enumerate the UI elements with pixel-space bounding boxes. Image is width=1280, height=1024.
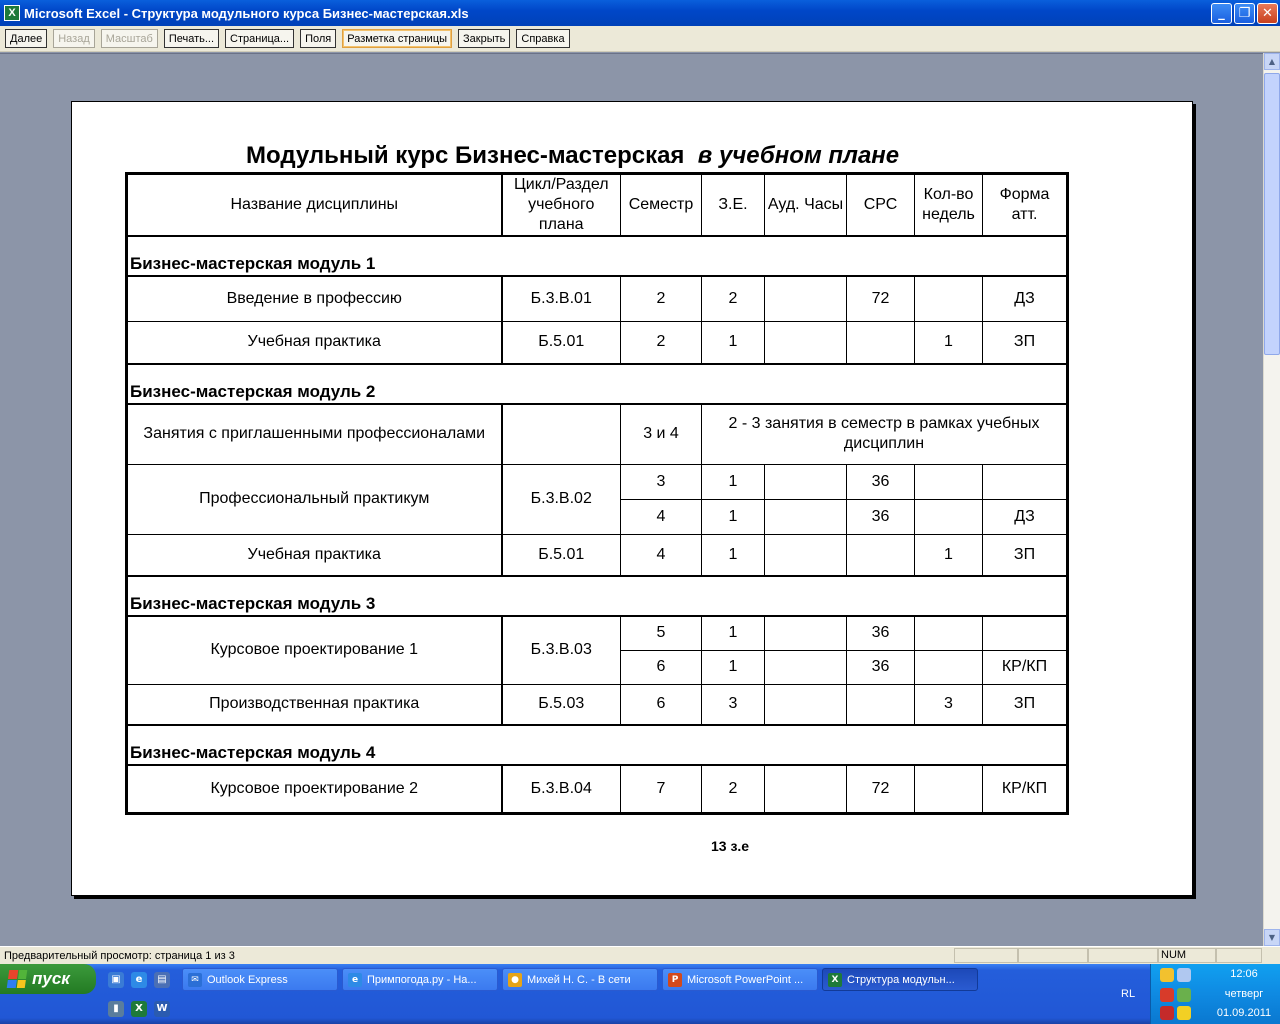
task-browser[interactable] <box>342 968 498 991</box>
cell-weeks <box>915 616 983 650</box>
word-quicklaunch-icon[interactable]: W <box>154 1001 170 1017</box>
cell-form <box>983 464 1068 499</box>
curriculum-table <box>125 172 1069 815</box>
sheet-title-bold: Модульный курс Бизнес-мастерская <box>246 142 685 169</box>
task-excel[interactable] <box>822 968 978 991</box>
security-tray-icon[interactable] <box>1160 988 1174 1002</box>
header-srs: СРС <box>847 174 915 237</box>
language-indicator[interactable]: RL <box>1121 988 1136 1000</box>
margins-button[interactable]: Поля <box>300 29 336 48</box>
task-label: Михей Н. С. - В сети <box>527 973 631 986</box>
cell-form: ДЗ <box>983 499 1068 534</box>
start-label: пуск <box>32 969 70 988</box>
module-row <box>127 725 1068 765</box>
cell-weeks: 3 <box>915 684 983 725</box>
scroll-down-icon[interactable]: ▼ <box>1264 929 1280 946</box>
cell-code: Б.5.01 <box>502 321 621 364</box>
cell-code: Б.3.В.04 <box>502 765 621 813</box>
cell-ze: 1 <box>702 321 765 364</box>
clock-day: четверг <box>1224 988 1264 1000</box>
cell-srs: 72 <box>847 276 915 321</box>
preview-toolbar <box>0 26 1280 52</box>
cell-semester: 7 <box>621 765 702 813</box>
previous-button[interactable]: Назад <box>53 29 95 48</box>
cell-aud <box>765 464 847 499</box>
cell-aud <box>765 616 847 650</box>
explorer-quicklaunch-icon[interactable]: ▤ <box>154 972 170 988</box>
header-discipline: Название дисциплины <box>127 174 502 237</box>
module-row <box>127 364 1068 404</box>
network-tray-icon[interactable] <box>1160 968 1174 982</box>
window-titlebar <box>0 0 1280 26</box>
task-label: Outlook Express <box>207 973 288 986</box>
cell-ze: 1 <box>702 464 765 499</box>
cell-discipline: Занятия с приглашенными профессионалами <box>127 404 502 464</box>
header-cycle: Цикл/Раздел учебного плана <box>502 174 621 237</box>
table-row <box>127 464 1068 499</box>
page-setup-button[interactable]: Страница... <box>225 29 294 48</box>
status-cell <box>1088 948 1158 963</box>
print-button[interactable]: Печать... <box>164 29 219 48</box>
table-row <box>127 321 1068 364</box>
start-button[interactable] <box>0 964 96 994</box>
window-title: Microsoft Excel - Структура модульного курса Бизнес-мастерская.xls <box>24 5 469 21</box>
table-row <box>127 404 1068 464</box>
cell-discipline: Производственная практика <box>127 684 502 725</box>
display-tray-icon[interactable] <box>1177 968 1191 982</box>
cell-discipline: Учебная практика <box>127 534 502 576</box>
module-row <box>127 236 1068 276</box>
clock-date: 01.09.2011 <box>1216 1007 1272 1019</box>
cell-ze: 2 <box>702 276 765 321</box>
cell-semester: 4 <box>621 499 702 534</box>
table-row <box>127 534 1068 576</box>
help-button[interactable]: Справка <box>516 29 569 48</box>
next-button[interactable]: Далее <box>5 29 47 48</box>
cell-code: Б.3.В.01 <box>502 276 621 321</box>
cell-ze: 1 <box>702 499 765 534</box>
status-bar <box>0 946 1280 964</box>
cell-ze: 3 <box>702 684 765 725</box>
cell-discipline: Учебная практика <box>127 321 502 364</box>
app-quicklaunch-icon[interactable]: ▮ <box>108 1001 124 1017</box>
task-label: Примпогода.ру - На... <box>367 973 477 986</box>
minimize-button[interactable]: _ <box>1211 3 1232 24</box>
windows-logo-icon <box>7 970 28 988</box>
cell-aud <box>765 276 847 321</box>
header-weeks: Кол-во недель <box>915 174 983 237</box>
cell-form: ДЗ <box>983 276 1068 321</box>
cell-weeks <box>915 464 983 499</box>
cell-srs: 36 <box>847 616 915 650</box>
cell-ze: 1 <box>702 534 765 576</box>
sheet-title-italic: в учебном плане <box>697 142 900 169</box>
restore-button[interactable]: ❐ <box>1234 3 1255 24</box>
header-semester: Семестр <box>621 174 702 237</box>
cell-semester: 2 <box>621 276 702 321</box>
sound-tray-icon[interactable] <box>1177 1006 1191 1020</box>
table-row <box>127 616 1068 650</box>
cell-srs <box>847 684 915 725</box>
cell-code: Б.5.01 <box>502 534 621 576</box>
cell-form: КР/КП <box>983 650 1068 684</box>
messenger-icon: ● <box>508 973 522 987</box>
cell-aud <box>765 499 847 534</box>
show-desktop-icon[interactable]: ▣ <box>108 972 124 988</box>
cell-discipline: Введение в профессию <box>127 276 502 321</box>
table-row <box>127 276 1068 321</box>
outlook-icon: ✉ <box>188 973 202 987</box>
cell-aud <box>765 684 847 725</box>
status-cell <box>1216 948 1262 963</box>
vertical-scrollbar[interactable] <box>1263 53 1280 946</box>
cell-semester: 3 и 4 <box>621 404 702 464</box>
task-powerpoint[interactable] <box>662 968 818 991</box>
cell-semester: 2 <box>621 321 702 364</box>
sheet-title <box>246 142 899 170</box>
page-break-preview-button[interactable]: Разметка страницы <box>342 29 452 48</box>
cell-form: ЗП <box>983 321 1068 364</box>
ie-icon: e <box>348 973 362 987</box>
clock-time[interactable]: 12:06 <box>1230 968 1258 980</box>
cell-code <box>502 404 621 464</box>
task-messenger[interactable] <box>502 968 658 991</box>
total-credits-note: 13 з.е <box>711 838 750 854</box>
update-tray-icon[interactable] <box>1177 988 1191 1002</box>
cell-aud <box>765 650 847 684</box>
cell-form <box>983 616 1068 650</box>
cell-code: Б.3.В.03 <box>502 616 621 684</box>
task-label: Microsoft PowerPoint ... <box>687 973 804 986</box>
cell-note: 2 - 3 занятия в семестр в рамках учебных дисциплин <box>702 404 1068 464</box>
cell-aud <box>765 765 847 813</box>
cell-ze: 1 <box>702 650 765 684</box>
cell-ze: 2 <box>702 765 765 813</box>
status-cell <box>954 948 1018 963</box>
cell-srs: 36 <box>847 650 915 684</box>
scroll-up-icon[interactable]: ▲ <box>1264 53 1280 70</box>
close-window-button[interactable]: ✕ <box>1257 3 1278 24</box>
cell-discipline: Курсовое проектирование 2 <box>127 765 502 813</box>
module-row <box>127 576 1068 616</box>
cell-weeks <box>915 765 983 813</box>
module-title: Бизнес-мастерская модуль 3 <box>127 576 1068 616</box>
preview-page <box>71 101 1193 896</box>
task-outlook[interactable] <box>182 968 338 991</box>
status-text: Предварительный просмотр: страница 1 из 3 <box>4 950 235 962</box>
excel-icon: X <box>4 5 20 21</box>
taskbar <box>0 964 1280 1024</box>
cell-form: ЗП <box>983 684 1068 725</box>
cell-semester: 6 <box>621 684 702 725</box>
cell-aud <box>765 321 847 364</box>
cell-srs <box>847 534 915 576</box>
module-title: Бизнес-мастерская модуль 4 <box>127 725 1068 765</box>
cell-srs: 36 <box>847 464 915 499</box>
module-title: Бизнес-мастерская модуль 1 <box>127 236 1068 276</box>
cell-form: КР/КП <box>983 765 1068 813</box>
header-ze: З.Е. <box>702 174 765 237</box>
cell-weeks: 1 <box>915 534 983 576</box>
module-title: Бизнес-мастерская модуль 2 <box>127 364 1068 404</box>
cell-srs <box>847 321 915 364</box>
cell-weeks: 1 <box>915 321 983 364</box>
cell-srs: 36 <box>847 499 915 534</box>
close-preview-button[interactable]: Закрыть <box>458 29 510 48</box>
cell-semester: 5 <box>621 616 702 650</box>
header-form: Форма атт. <box>983 174 1068 237</box>
table-row <box>127 765 1068 813</box>
powerpoint-icon: P <box>668 973 682 987</box>
task-label: Структура модульн... <box>847 973 955 986</box>
excel-quicklaunch-icon[interactable]: X <box>131 1001 147 1017</box>
ie-quicklaunch-icon[interactable]: e <box>131 972 147 988</box>
cell-discipline: Курсовое проектирование 1 <box>127 616 502 684</box>
table-header-row <box>127 174 1068 237</box>
cell-semester: 3 <box>621 464 702 499</box>
antivirus-tray-icon[interactable] <box>1160 1006 1174 1020</box>
scroll-thumb[interactable] <box>1264 73 1280 355</box>
cell-aud <box>765 534 847 576</box>
zoom-button[interactable]: Масштаб <box>101 29 158 48</box>
system-tray <box>1150 964 1280 1024</box>
num-lock-indicator: NUM <box>1158 948 1216 963</box>
excel-icon: X <box>828 973 842 987</box>
cell-weeks <box>915 499 983 534</box>
cell-semester: 6 <box>621 650 702 684</box>
table-row <box>127 684 1068 725</box>
header-aud-hours: Ауд. Часы <box>765 174 847 237</box>
cell-discipline: Профессиональный практикум <box>127 464 502 534</box>
cell-code: Б.5.03 <box>502 684 621 725</box>
status-cell <box>1018 948 1088 963</box>
cell-form: ЗП <box>983 534 1068 576</box>
cell-srs: 72 <box>847 765 915 813</box>
cell-weeks <box>915 276 983 321</box>
cell-weeks <box>915 650 983 684</box>
cell-code: Б.3.В.02 <box>502 464 621 534</box>
cell-ze: 1 <box>702 616 765 650</box>
cell-semester: 4 <box>621 534 702 576</box>
